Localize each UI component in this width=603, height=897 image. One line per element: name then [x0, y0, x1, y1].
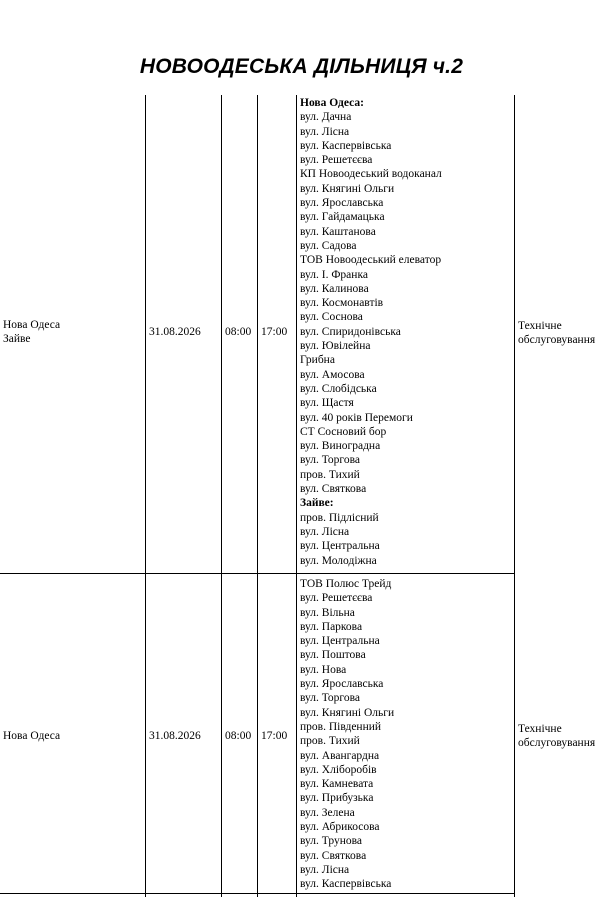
table-column-divider — [296, 95, 297, 897]
work-type-line: обслуговування — [518, 334, 596, 346]
address-line: вул. І. Франка — [300, 268, 368, 281]
table-column-divider — [145, 95, 146, 897]
address-line: вул. Нова — [300, 663, 347, 676]
address-line: вул. Лісна — [300, 863, 350, 876]
address-line: вул. Торгова — [300, 454, 360, 467]
start-time-cell: 08:00 — [225, 326, 252, 338]
table-row-divider — [0, 893, 515, 894]
page-title: НОВООДЕСЬКА ДІЛЬНИЦЯ ч.2 — [139, 55, 464, 78]
settlement-cell — [3, 318, 60, 347]
address-line: вул. Каспервівська — [300, 878, 392, 891]
address-line: КП Новоодеський водоканал — [300, 168, 442, 181]
address-line: вул. Святкова — [300, 483, 367, 496]
address-line: вул. Ярославська — [300, 197, 384, 210]
address-line: вул. Каспервівська — [300, 139, 392, 152]
address-line: вул. Виноградна — [300, 440, 381, 453]
address-line: вул. Лісна — [300, 525, 350, 538]
address-line: вул. Спиридонівська — [300, 325, 401, 338]
table-row-divider — [0, 573, 515, 574]
address-line: вул. Хліборобів — [300, 763, 377, 776]
address-line: вул. Калинова — [300, 282, 369, 295]
address-line: вул. Ювілейна — [300, 340, 371, 353]
address-line: вул. Амосова — [300, 368, 365, 381]
address-line: вул. Ярославська — [300, 678, 384, 691]
address-line: пров. Тихий — [300, 468, 360, 481]
address-line: вул. Камневата — [300, 778, 374, 791]
address-list — [300, 577, 394, 892]
address-line: пров. Тихий — [300, 735, 360, 748]
address-line: вул. Авангардна — [300, 749, 380, 762]
settlement-name: Зайве — [3, 333, 31, 346]
address-line: вул. Прибузька — [300, 792, 374, 805]
work-type-line: Технічне — [518, 320, 562, 332]
address-line: вул. Зелена — [300, 806, 355, 819]
work-type-line: обслуговування — [518, 737, 596, 749]
address-line: СТ Сосновий бор — [300, 425, 387, 438]
work-type-cell — [518, 319, 595, 347]
end-time-cell: 17:00 — [261, 326, 288, 338]
address-line: Нова Одеса: — [300, 97, 364, 109]
address-line: вул. Лісна — [300, 125, 350, 138]
address-line: вул. 40 років Перемоги — [300, 411, 413, 424]
address-line: вул. Решетєєва — [300, 154, 373, 167]
address-line: вул. Центральна — [300, 540, 380, 553]
address-line: вул. Молодіжна — [300, 554, 377, 567]
address-line: вул. Соснова — [300, 311, 363, 324]
settlement-name: Нова Одеса — [3, 319, 61, 331]
address-line: вул. Княгині Ольги — [300, 706, 395, 719]
address-line: Грибна — [300, 354, 335, 367]
date-cell: 31.08.2026 — [149, 326, 201, 338]
address-line: вул. Гайдамацька — [300, 211, 385, 224]
address-line: вул. Абрикосова — [300, 821, 380, 834]
address-line: вул. Космонавтів — [300, 297, 384, 310]
address-line: вул. Центральна — [300, 635, 380, 648]
address-line: вул. Святкова — [300, 849, 367, 862]
settlement-cell — [3, 729, 60, 743]
address-line: Зайве: — [300, 497, 334, 510]
address-list — [300, 96, 442, 568]
address-line: пров. Підлісний — [300, 511, 379, 524]
address-line: вул. Торгова — [300, 692, 360, 705]
address-line: вул. Садова — [300, 239, 357, 252]
address-line: вул. Щастя — [300, 397, 354, 410]
table-column-divider — [221, 95, 222, 897]
date-cell: 31.08.2026 — [149, 730, 201, 742]
address-line: вул. Паркова — [300, 620, 363, 633]
address-line: вул. Каштанова — [300, 225, 376, 238]
address-line: ТОВ Полюс Трейд — [300, 578, 392, 590]
address-line: вул. Дачна — [300, 111, 352, 124]
table-column-divider — [257, 95, 258, 897]
address-line: вул. Решетєєва — [300, 592, 373, 605]
address-line: вул. Вільна — [300, 606, 355, 619]
settlement-name: Нова Одеса — [3, 730, 61, 742]
address-line: вул. Княгині Ольги — [300, 182, 395, 195]
address-line: вул. Слобідська — [300, 382, 377, 395]
start-time-cell: 08:00 — [225, 730, 252, 742]
address-line: пров. Південний — [300, 720, 382, 733]
address-line: ТОВ Новоодеський елеватор — [300, 254, 442, 267]
address-line: вул. Поштова — [300, 649, 366, 662]
work-type-line: Технічне — [518, 723, 562, 735]
table-column-divider — [514, 95, 515, 897]
end-time-cell: 17:00 — [261, 730, 288, 742]
work-type-cell — [518, 722, 595, 750]
address-line: вул. Трунова — [300, 835, 362, 848]
